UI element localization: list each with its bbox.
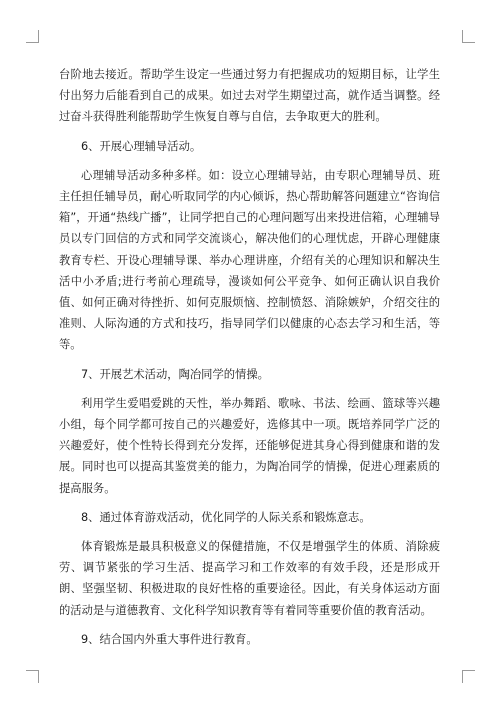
section-heading-7: 7、开展艺术活动，陶冶同学的情操。 bbox=[81, 367, 269, 381]
crop-mark-top-left bbox=[26, 30, 39, 43]
crop-mark-bottom-left bbox=[26, 670, 39, 683]
section-heading-9: 9、结合国内外重大事件进行教育。 bbox=[81, 632, 258, 646]
section-heading-8: 8、通过体育游戏活动，优化同学的人际关系和锻炼意志。 bbox=[81, 510, 371, 524]
paragraph-intro: 台阶地去接近。帮助学生设定一些通过努力有把握成功的短期目标，让学生付出努力后能看到自己的成果。如过去对学生期望过高，就作适当调整。经过奋斗获得胜利能帮助学生恢复自尊与自信，去争取更大的胜利。 bbox=[59, 68, 440, 124]
section-heading-6: 6、开展心理辅导活动。 bbox=[81, 139, 202, 153]
paragraph-sports: 体育锻炼是最具积极意义的保健措施，不仅是增强学生的体质、消除疲劳、调节紧张的学习生活、提高学习和工作效率的有效手段，还是形成开朗、坚强坚韧、积极进取的良好性格的重要途径。因此，有关身体运动方面的活动是与道德教育、文化科学知识教育等有着同等重要价值的教育活动。 bbox=[59, 540, 440, 617]
paragraph-art-activities: 利用学生爱唱爱跳的天性，举办舞蹈、歌咏、书法、绘画、篮球等兴趣小组，每个同学都可按自己的兴趣爱好，选修其中一项。既培养同学广泛的兴趣爱好，使个性特长得到充分发挥，还能够促进其身心得到健康和谐的发展。同时也可以提高其鉴赏美的能力，为陶冶同学的情操，促进心理素质的提高服务。 bbox=[59, 396, 440, 495]
document-body bbox=[59, 64, 440, 650]
crop-mark-top-right bbox=[462, 30, 475, 43]
crop-mark-bottom-right bbox=[462, 670, 475, 683]
paragraph-psych-counseling: 心理辅导活动多种多样。如：设立心理辅导站，由专职心理辅导员、班主任担任辅导员，耐心听取同学的内心倾诉，热心帮助解答问题建立“咨询信箱”，开通“热线广播”，让同学把自己的心理问题写出来投进信箱，心理辅导员以专门回信的方式和同学交流谈心，解决他们的心理忧虑，开辟心理健康教育专栏、开设心理辅导课、举办心理讲座，介绍有关的心理知识和解决生活中小矛盾;进行考前心理疏导，漫谈如何公平竞争、如何正确认识自我价值、如何正确对待挫折、如何克服烦恼、控制愤怒、消除嫉妒，介绍交往的准则、人际沟通的方式和技巧，指导同学们以健康的心态去学习和生活，等等。 bbox=[59, 168, 440, 352]
